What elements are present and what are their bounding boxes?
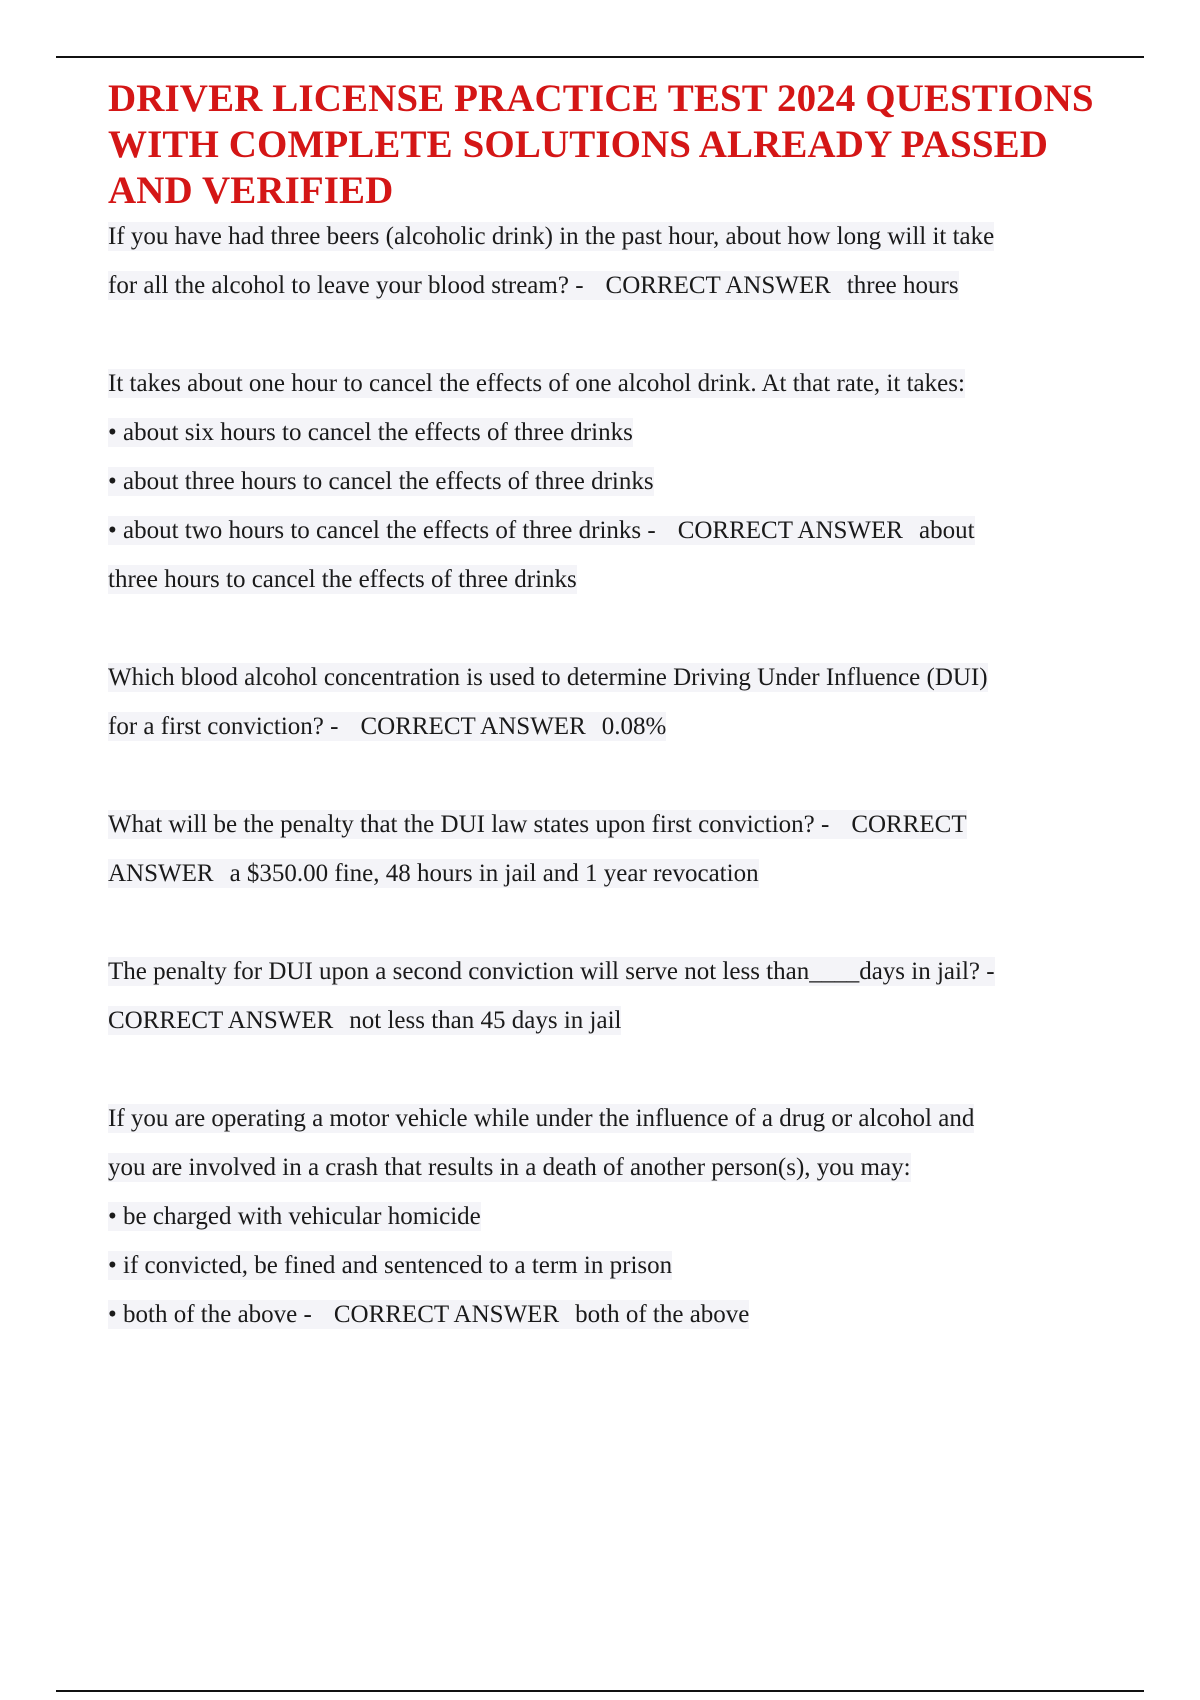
answer-text: both of the above (575, 1301, 750, 1328)
answer-text: a $350.00 fine, 48 hours in jail and 1 year revocation (229, 860, 759, 887)
option-text: • if convicted, be fined and sentenced to a term in prison (108, 1252, 673, 1279)
answer-text: about (918, 517, 975, 544)
question-text: If you have had three beers (alcoholic drink) in the past hour, about how long will it take (108, 223, 995, 250)
question-item (108, 212, 1128, 310)
correct-answer-label: CORRECT ANSWER (677, 517, 903, 544)
question-item (108, 359, 1128, 604)
answer-text: three hours (846, 272, 959, 299)
question-text: for a first conviction? - (108, 713, 339, 740)
option-text: • be charged with vehicular homicide (108, 1203, 481, 1230)
correct-answer-label: CORRECT ANSWER (605, 272, 831, 299)
option-text: • about two hours to cancel the effects of three drinks - (108, 517, 656, 544)
answer-text: 0.08% (601, 713, 667, 740)
top-rule (56, 56, 1144, 58)
question-list (108, 212, 1128, 1339)
question-item (108, 1094, 1128, 1339)
question-text: you are involved in a crash that results in a death of another person(s), you may: (108, 1154, 911, 1181)
option-text: • about three hours to cancel the effects of three drinks (108, 468, 654, 495)
question-item (108, 947, 1128, 1045)
option-text: • about six hours to cancel the effects of three drinks (108, 419, 633, 446)
question-text: It takes about one hour to cancel the effects of one alcohol drink. At that rate, it takes: (108, 370, 965, 397)
question-item (108, 653, 1128, 751)
answer-text: three hours to cancel the effects of three drinks (108, 566, 577, 593)
answer-text: not less than 45 days in jail (349, 1007, 622, 1034)
document-title: DRIVER LICENSE PRACTICE TEST 2024 QUESTIONS WITH COMPLETE SOLUTIONS ALREADY PASSED AND VERIFIED (108, 77, 1094, 212)
question-text: If you are operating a motor vehicle while under the influence of a drug or alcohol and (108, 1105, 975, 1132)
document-page (108, 76, 1128, 1388)
correct-answer-label: CORRECT ANSWER (360, 713, 586, 740)
question-text: The penalty for DUI upon a second conviction will serve not less than____days in jail? - (108, 958, 995, 985)
correct-answer-label: CORRECT ANSWER (108, 1007, 334, 1034)
question-item (108, 800, 1128, 898)
question-text: Which blood alcohol concentration is used to determine Driving Under Influence (DUI) (108, 664, 988, 691)
correct-answer-label: ANSWER (108, 860, 214, 887)
correct-answer-label: CORRECT (851, 811, 967, 838)
question-text: for all the alcohol to leave your blood stream? - (108, 272, 584, 299)
question-text: What will be the penalty that the DUI law states upon first conviction? - (108, 811, 830, 838)
correct-answer-label: CORRECT ANSWER (333, 1301, 560, 1328)
option-text: • both of the above - (108, 1301, 312, 1328)
bottom-rule (56, 1690, 1144, 1692)
